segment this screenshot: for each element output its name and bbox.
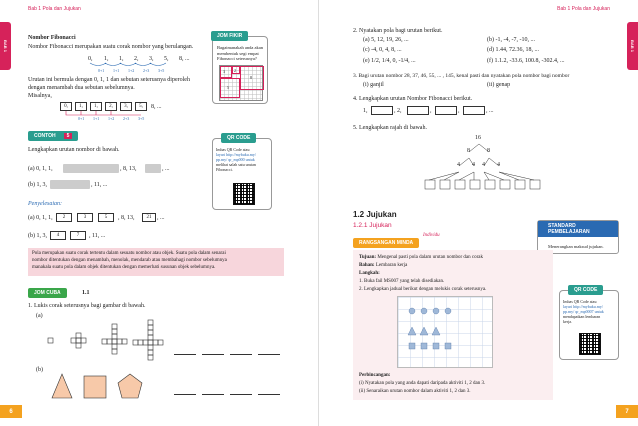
jom-cuba-label: JOM CUBA <box>28 288 67 298</box>
jom-cuba-number: 1.1 <box>82 290 90 296</box>
tree-node: 4 <box>472 162 475 168</box>
perbincangan-item: (i) Nyatakan pola yang anda dapati daripada aktiviti 1, 2 dan 3. <box>359 381 486 386</box>
fib-sum: 0+1 <box>98 68 105 73</box>
fib-sum: 1+2 <box>128 68 135 73</box>
fib-box-sum: 3+5 <box>138 116 145 121</box>
grid-number: 5 <box>227 85 229 90</box>
qr-code-icon[interactable] <box>579 333 601 355</box>
individu-label: Individu <box>423 233 440 238</box>
qr-line: pp.my/ qr_mp000 untuk <box>216 157 255 162</box>
page-number: 6 <box>0 405 22 418</box>
rangsangan-minda-box <box>353 250 553 400</box>
bahan-text: Lembaran kerja <box>375 263 408 268</box>
question-a-blank <box>63 164 119 173</box>
running-head: Bab 1 Pola dan Jujukan <box>557 6 610 12</box>
contoh-text: CONTOH <box>34 133 56 139</box>
fib-box: 1, <box>90 102 102 111</box>
q4-sequence <box>363 106 523 116</box>
answer-line <box>174 354 196 355</box>
langkah-step: 2. Lengkapkan jadual berikut dengan melukis corak seterusnya. <box>359 287 487 292</box>
answer-line <box>230 354 252 355</box>
pattern-square <box>48 338 53 343</box>
cross-pattern-figures <box>40 318 170 363</box>
qr-line: layari http://mybuku.my/ <box>563 304 603 309</box>
fibonacci-definition: Nombor Fibonacci merupakan suatu corak nombor yang berulangan. <box>28 44 194 50</box>
answer-a-middle: , 8, 13, <box>118 215 135 221</box>
answer-box: 7 <box>70 231 86 240</box>
square-shape <box>84 376 106 398</box>
answer-box: 4 <box>50 231 66 240</box>
tree-node: 4 <box>457 162 460 168</box>
fib-box: 5, <box>135 102 147 111</box>
tree-node: 4 <box>497 162 500 168</box>
q4-blank[interactable] <box>407 106 429 115</box>
fib-term: 5, <box>164 56 169 62</box>
qr-line: mendapatkan lembaran <box>563 314 601 319</box>
question-b-suffix: , 11, ... <box>91 182 108 188</box>
jom-fikir-line: Bagaimanakah anda akan <box>217 45 263 50</box>
standard-pembelajaran-box <box>537 220 619 254</box>
answer-box: 5 <box>98 213 114 222</box>
pola-note-line: nombor ditentukan dengan menambah, menolak, mendarab atau membahagi nombor sebelumnya <box>32 258 227 263</box>
answer-line <box>202 394 224 395</box>
fib-box-sum: 2+3 <box>123 116 130 121</box>
langkah-step: 1. Buka fail MS007 yang telah disediakan. <box>359 279 445 284</box>
qr-label: QR CODE <box>568 285 603 295</box>
exercise-b-label: (b) <box>36 367 43 373</box>
langkah-label: Langkah: <box>359 271 380 276</box>
qr-line: Imbas QR Code atau <box>216 147 250 152</box>
fib-sum: 1+1 <box>113 68 120 73</box>
question-b-blank <box>50 180 90 189</box>
exercise-a-label: (a) <box>36 313 43 319</box>
qr-code-icon[interactable] <box>233 183 255 205</box>
chapter-tab: BAB 1 <box>627 22 638 70</box>
fib-sum: 2+3 <box>143 68 150 73</box>
jom-fikir-box <box>212 33 268 104</box>
standard-text: Menerangkan maksud jujukan. <box>548 244 604 249</box>
pola-note-line: manakala suatu pola dalam objek ditentukan dengan memerhati susunan objek sebelumnya. <box>32 265 216 270</box>
question-a-middle: , 8, 13, <box>120 166 137 172</box>
q4-blank[interactable] <box>463 106 485 115</box>
tree-node: 8 <box>487 148 490 154</box>
fib-term: 1, <box>104 56 109 62</box>
tujuan <box>359 254 483 262</box>
pentagon-shape <box>118 374 142 398</box>
answer-line <box>202 354 224 355</box>
tree-empty-nodes <box>425 180 540 189</box>
answer-line <box>174 394 196 395</box>
page-number: 7 <box>616 405 638 418</box>
fib-term: 8, ... <box>179 56 190 62</box>
answer-a-prefix: (a) 0, 1, 1, <box>28 215 53 221</box>
answer-line <box>258 394 280 395</box>
q4-blank[interactable] <box>371 106 393 115</box>
fib-box: 3, <box>120 102 132 111</box>
answer-line <box>230 394 252 395</box>
fib-box-sequence <box>60 102 190 124</box>
perbincangan-item: (ii) Senaraikan urutan nombor dalam aktiviti 1, 2 dan 3. <box>359 389 471 394</box>
q4-term: , ... <box>486 108 494 114</box>
jom-fikir-label: JOM FIKIR <box>211 31 248 41</box>
qr-code-box-right <box>559 287 619 360</box>
question-3: 3. Bagi urutan nombor 28, 37, 46, 55, ... , 145, kenal pasti dan nyatakan pola nombor bagi nombor <box>353 73 570 79</box>
question-5: 5. Lengkapkan rajah di bawah. <box>353 125 427 131</box>
penyelesaian: Penyelesaian: <box>28 201 62 207</box>
q2-item: (b) -1, -4, -7, -10, ... <box>487 37 535 43</box>
fib-box: 1, <box>75 102 87 111</box>
q3-item: (i) ganjil <box>363 82 384 88</box>
fib-box: 0, <box>60 102 72 111</box>
qr-line: kerja. <box>563 319 572 324</box>
answer-b-suffix: , 11, ... <box>89 233 106 239</box>
answer-b-prefix: (b) 1, 3, <box>28 233 47 239</box>
fib-box: 2, <box>105 102 117 111</box>
fibonacci-title: Nombor Fibonacci <box>28 35 76 41</box>
tree-node: 8 <box>467 148 470 154</box>
fib-box-sum: 1+2 <box>108 116 115 121</box>
shape-pattern-figures <box>50 372 170 402</box>
pola-note <box>28 248 284 276</box>
q4-blank[interactable] <box>435 106 457 115</box>
answer-box: 2 <box>56 213 72 222</box>
tujuan-label: Tujuan: <box>359 255 377 260</box>
answer-line <box>258 354 280 355</box>
bahan-label: Bahan: <box>359 263 375 268</box>
fib-explain-1: Urutan ini bermula dengan 0, 1, 1 dan sebutan seterusnya diperoleh <box>28 77 190 83</box>
answer-a-suffix: , ... <box>157 215 165 221</box>
misalnya: Misalnya, <box>28 93 52 99</box>
grid-square <box>240 66 264 90</box>
contoh-instruction: Lengkapkan urutan nombor di bawah. <box>28 147 120 153</box>
question-b-prefix: (b) 1, 3, <box>28 182 47 188</box>
answer-box: 3 <box>77 213 93 222</box>
qr-line: Fibonacci. <box>216 167 233 172</box>
question-a-suffix: , ... <box>162 166 170 172</box>
tree-node: 16 <box>475 135 481 141</box>
fib-box-sum: 0+1 <box>78 116 85 121</box>
grid-number: 2 <box>234 68 236 73</box>
question-a-blank-2 <box>145 164 161 173</box>
rangsangan-minda-label: RANGSANGAN MINDA <box>353 238 419 248</box>
q2-item: (e) 1/2, 1/4, 0, -1/4, ... <box>363 58 416 64</box>
fib-box-tail: 8, ... <box>151 104 162 110</box>
fib-explain-2: dengan menambah dua sebutan sebelumnya. <box>28 85 135 91</box>
fib-term: 1, <box>119 56 124 62</box>
pola-note-line: Pola merupakan suatu corak tertentu dalam sesuatu nombor atau objek. Suatu pola dalam senarai <box>32 251 226 256</box>
fib-term: 2, <box>134 56 139 62</box>
q4-term: 1, <box>363 108 368 114</box>
grid-square <box>220 78 240 98</box>
running-head: Bab 1 Pola dan Jujukan <box>28 6 81 12</box>
fib-box-sum: 1+1 <box>93 116 100 121</box>
answer-box: 21 <box>142 213 156 222</box>
worksheet-thumbnail <box>397 296 493 368</box>
subsection-title: 1.2.1 Jujukan <box>353 222 392 229</box>
q4-term: , 2, <box>394 108 402 114</box>
grid-square <box>220 66 232 78</box>
q2-item: (c) -4, 0, 4, 8, ... <box>363 47 402 53</box>
qr-line: layari http://mybuku.my/ <box>216 152 256 157</box>
right-page <box>319 0 638 426</box>
question-2: 2. Nyatakan pola bagi urutan berikut. <box>353 28 443 34</box>
jom-fikir-line: Fibonacci seterusnya? <box>217 56 257 61</box>
q4-term: , <box>430 108 432 114</box>
qr-code-box-left <box>212 135 272 210</box>
q2-item: (a) 5, 12, 19, 26, ... <box>363 37 409 43</box>
fib-term: 0, <box>88 56 93 62</box>
question-4: 4. Lengkapkan urutan Nombor Fibonacci berikut. <box>353 96 473 102</box>
question-a-prefix: (a) 0, 1, 1, <box>28 166 53 172</box>
fib-sum: 3+5 <box>158 68 165 73</box>
standard-label: PEMBELAJARAN <box>548 229 590 235</box>
jom-fikir-line: membentuk segi empat <box>217 50 259 56</box>
section-title: 1.2 Jujukan <box>353 210 397 219</box>
fib-term: 3, <box>149 56 154 62</box>
standard-label: STANDARD <box>548 223 576 229</box>
worksheet-patterns <box>398 297 494 369</box>
tujuan-text: Mengenal pasti pola dalam urutan nombor dan corak <box>377 255 483 260</box>
perbincangan-label: Perbincangan: <box>359 373 391 378</box>
fibonacci-grid <box>219 65 263 101</box>
bahan <box>359 262 407 270</box>
qr-line: pp.my/ qr_mp0007 untuk <box>563 309 604 314</box>
qr-line: Imbas QR Code atau <box>563 299 597 304</box>
q2-item: (d) 1.44, 72.36, 18, ... <box>487 47 539 53</box>
chapter-tab: BAB 1 <box>0 22 11 70</box>
qr-line: melihat salah satu urutan <box>216 162 256 167</box>
grid-number: 3 <box>223 69 225 74</box>
q4-term: , <box>458 108 460 114</box>
exercise-1: 1. Lukis corak seterusnya bagi gambar di bawah. <box>28 303 146 309</box>
triangle-shape <box>52 374 72 398</box>
grid-number: 8 <box>250 75 252 80</box>
contoh-number: 5 <box>64 133 73 139</box>
q3-item: (ii) genap <box>487 82 511 88</box>
tree-node: 4 <box>482 162 485 168</box>
standard-header <box>538 221 618 237</box>
qr-label: QR CODE <box>221 133 256 143</box>
fib-sequence <box>88 55 208 75</box>
contoh-label <box>28 131 78 141</box>
q2-item: (f) 1.1.2, -33.6, 100.8, -302.4, ... <box>487 58 565 64</box>
